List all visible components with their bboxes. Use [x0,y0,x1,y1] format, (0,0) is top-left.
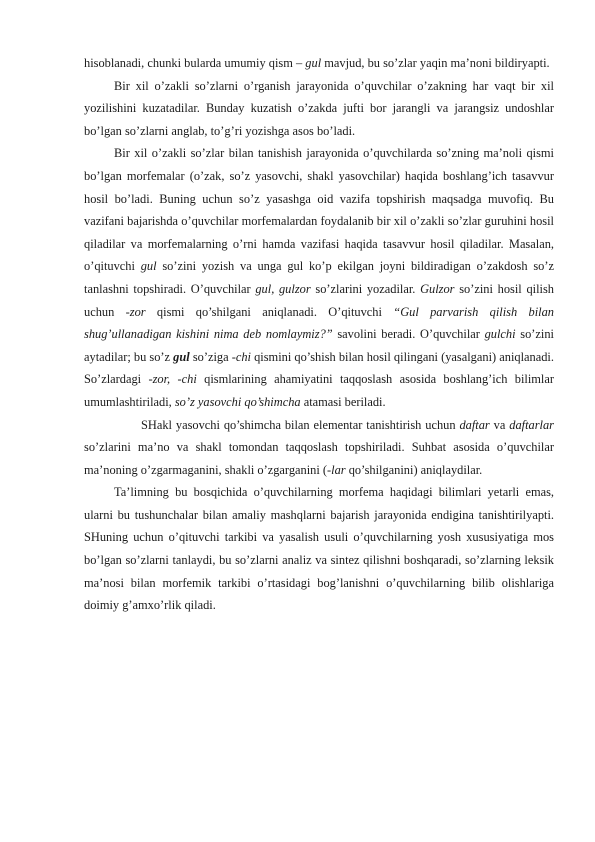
emphasized-text: gul [140,259,157,274]
paragraph [84,142,554,413]
emphasized-text: -zor [125,304,146,319]
text-run: qismi qo’shilgani aniqlanadi. O’qituvchi [145,304,394,319]
text-run: Ta’limning bu bosqichida o’quvchilarning morfema haqidagi bilimlari yetarli emas, ularni bu tushunchalar bilan amaliy mashqlarni bajarish jarayonida endigina tanishtirilyapti. SHuning uchun o’qituvchi tarkibi va yasalish usuli o’quvchilarning yosh xususiyatiga mos bo’lgan so’zlarni tanlaydi, bu so’zlarni analiz va sintez qilishni boshqaradi, so’zlarning leksik ma’nosi bilan morfemik tarkibi o’rtasidagi bog’lanishni o’quvchilarning bilib olishlariga doimiy g’amxo’rlik qiladi. [84,485,554,613]
paragraph [84,52,554,75]
emphasized-text: -lar [327,462,346,477]
text-run: so’zlarini ma’no va shakl tomondan taqqoslash topshiriladi. Suhbat asosida o’quvchilar ma’noning o’zgarmaganini, shakli o’zgarganini ( [84,440,554,477]
emphasized-text: -chi [231,349,251,364]
text-run: so’ziga [189,349,232,364]
emphasized-text: daftar [459,417,490,432]
text-run: qismlarining ahamiyatini taqqoslash asosida boshlang’ich bilimlar umumlashtiriladi, [84,372,555,409]
text-run: hisoblanadi, chunki bularda umumiy qism – [84,56,306,70]
text-run: Bir xil o’zakli so’zlar bilan tanishish jarayonida o’quvchilarda so’zning ma’noli qismi bo’lgan morfemalar (o’zak, so’z yasovchi, shakl yasovchilar) haqida boshlang’ich tasavvur hosil bo’ladi. Buning uchun so’z yasashga oid vazifa topshirish maqsadga muvofiq. Bu vazifani bajarishda o’quvchilar morfemalardan foydalanib bir xil o’zakli so’zlar guruhini hosil qiladilar va morfemalarning o’rni hamda vazifasi haqida tasavvur hosil qiladilar. Masalan, o’qituvchi [84,146,554,274]
text-run: SHakl yasovchi qo’shimcha bilan elementar tanishtirish uchun [141,417,460,432]
document-body [84,52,554,617]
text-run: so’zini hosil qilish uchun [84,281,554,319]
text-run: qismini qo’shish bilan hosil qilingani (yasalgani) aniqlanadi. So’zlardagi [84,349,554,387]
text-run: atamasi beriladi. [300,394,386,409]
text-run: so’zini yozish va unga gul ko’p ekilgan joyni bildiradigan o’zakdosh so’z tanlashni topshiradi. O’quvchilar [84,259,554,296]
emphasized-text: so’z yasovchi qo’shimcha [174,394,301,409]
text-run: mavjud, bu so’zlar yaqin ma’noni bildiryapti. [321,56,550,70]
emphasized-text: -zor, -chi [148,372,197,387]
paragraph [84,481,554,617]
text-run: Bir xil o’zakli so’zlarni o’rganish jarayonida o’quvchilar o’zakning har vaqt bir xil yozilishini kuzatadilar. Bunday kuzatish o’zakda jufti bor jarangli va jarangsiz undoshlar bo’lgan so’zlarni anglab, to’g’ri yozishga asos bo’ladi. [84,78,554,138]
text-run: so’zini aytadilar; bu so’z [84,327,554,364]
paragraph [84,75,554,143]
emphasized-text: daftarlar [509,417,555,432]
paragraph [84,414,554,482]
emphasized-text: gulchi [484,327,516,342]
emphasized-text: Gulzor [420,281,455,296]
emphasized-text: gul [173,349,190,364]
text-run: va [489,417,510,432]
emphasized-text: “Gul parvarish qilish bilan shug’ullanadigan kishini nima deb nomlaymiz?” [84,304,554,342]
text-run: so’zlarini yozadilar. [310,281,421,296]
emphasized-text: gul [305,56,322,70]
text-run: qo’shilganini) aniqlaydilar. [345,462,483,477]
text-run: savolini beradi. O’quvchilar [332,327,485,342]
emphasized-text: gul, gulzor [255,281,311,296]
